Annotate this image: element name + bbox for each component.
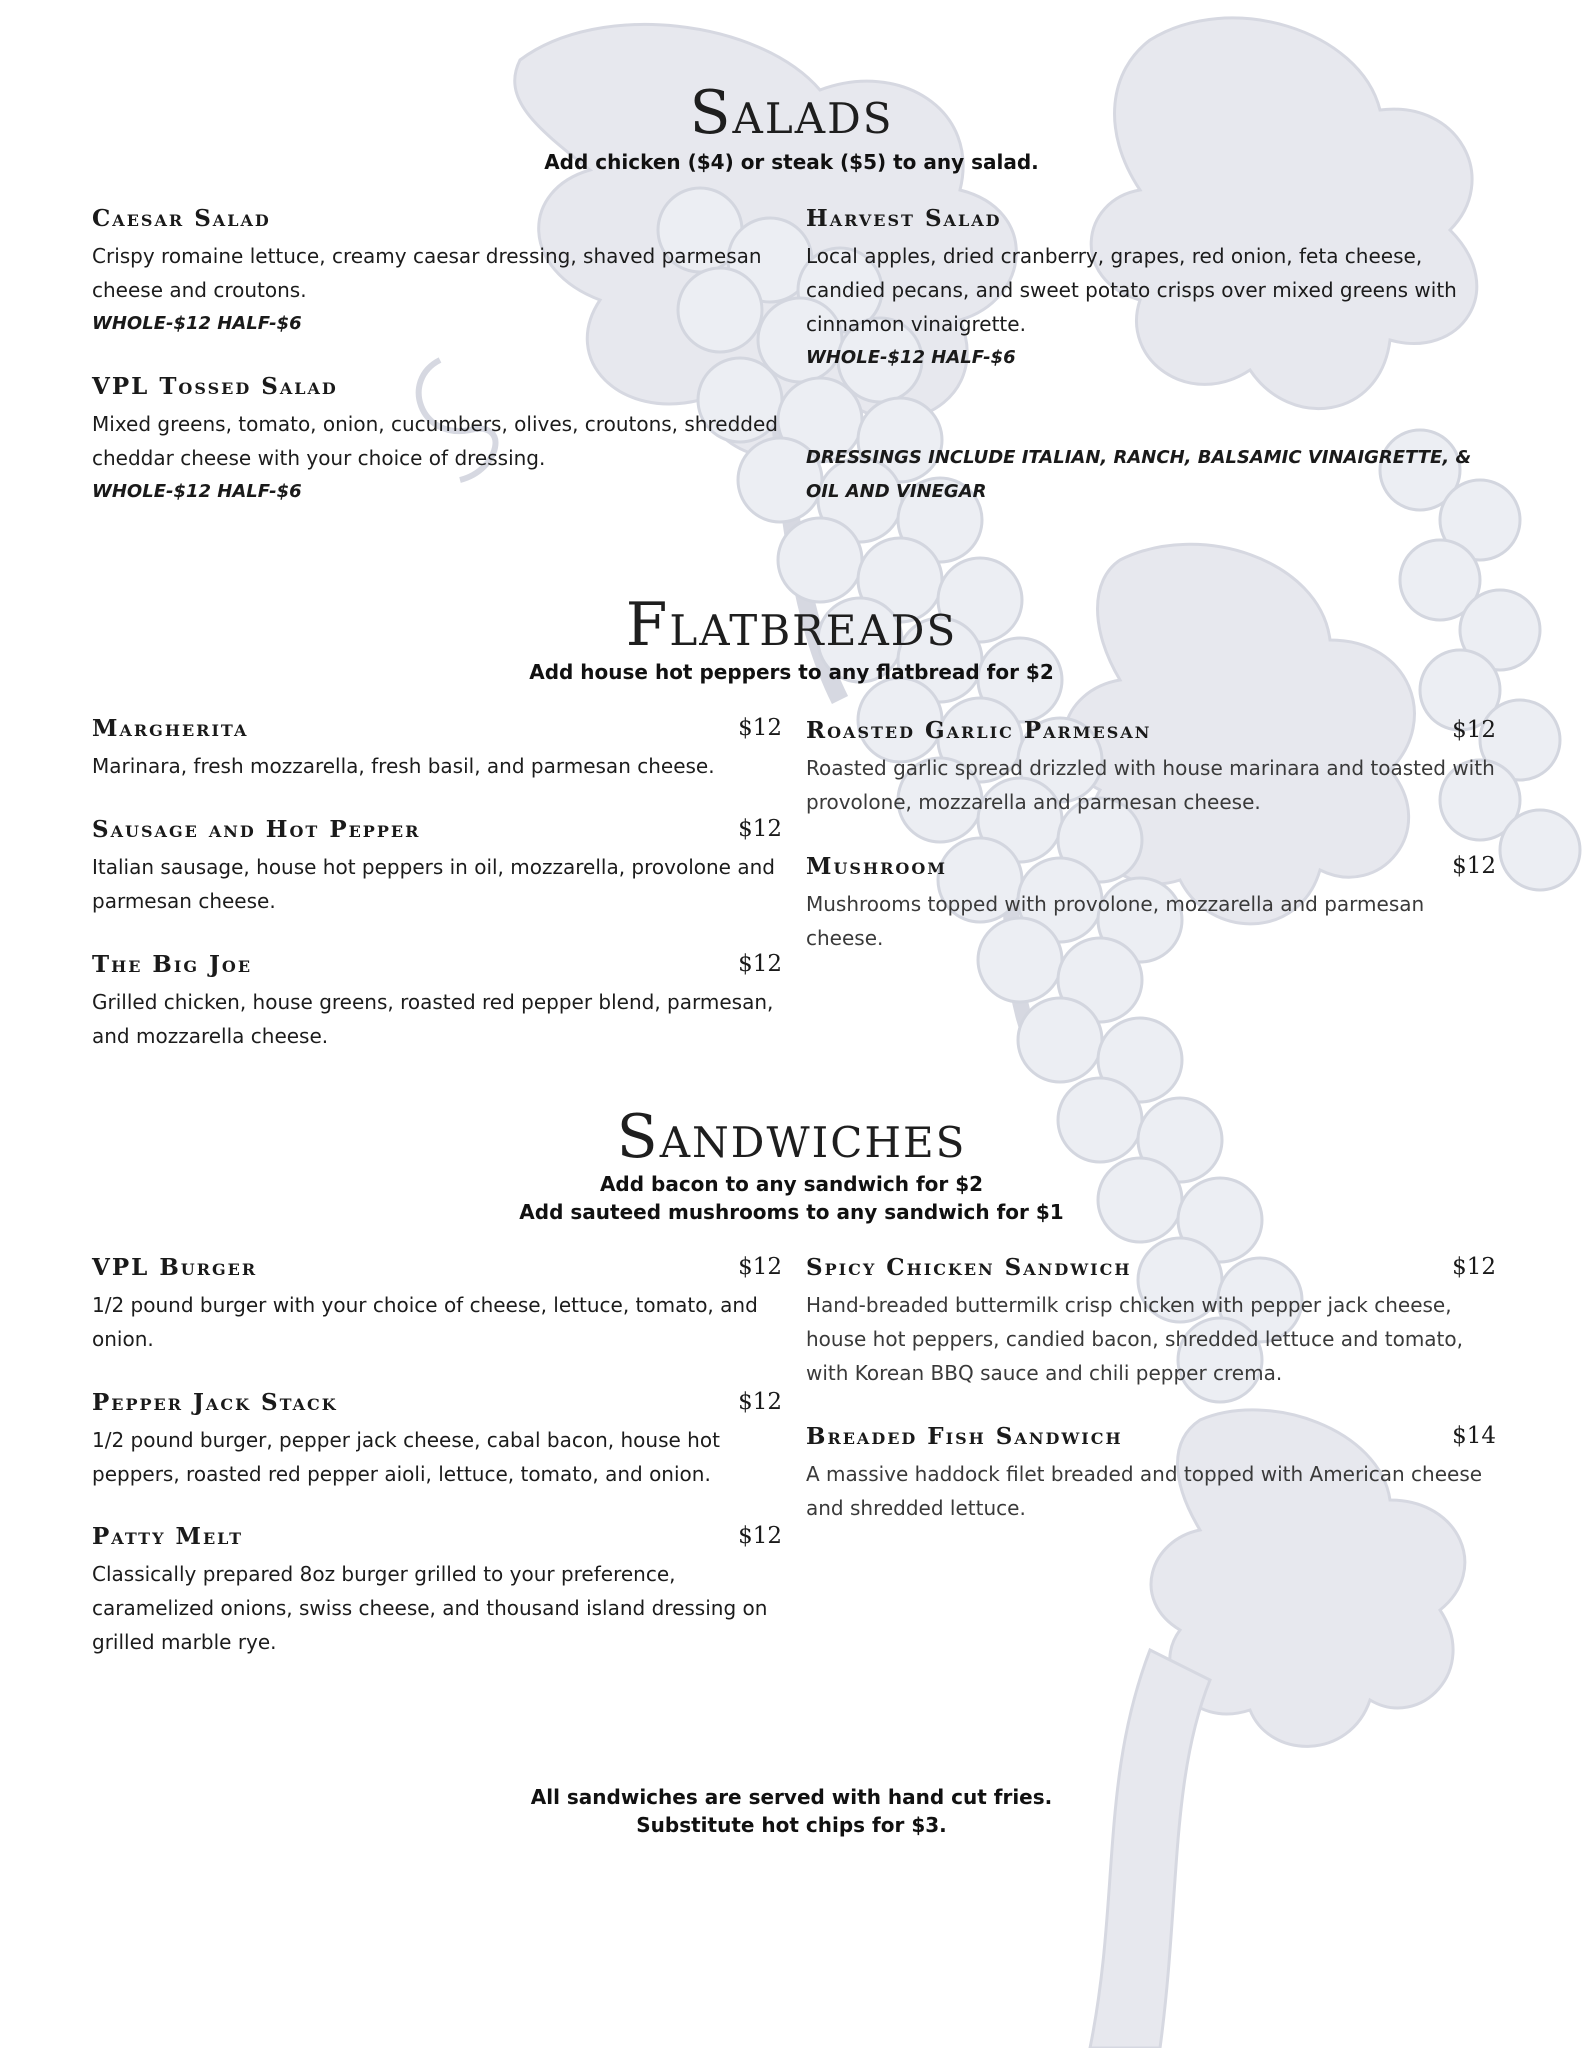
flatbreads-title: Flatbreads: [625, 590, 958, 660]
footer-line: Substitute hot chips for $3.: [636, 1813, 947, 1837]
menu-item: [92, 373, 782, 509]
item-price: $12: [1452, 717, 1496, 743]
item-sizes: WHOLE-$12 HALF-$6: [92, 313, 302, 334]
item-name: Margherita: [92, 715, 249, 742]
item-name: Roasted Garlic Parmesan: [806, 717, 1152, 744]
item-price: $14: [1452, 1423, 1496, 1449]
menu-item: [92, 951, 782, 1053]
item-price: $12: [738, 1523, 782, 1549]
item-name: Pepper Jack Stack: [92, 1389, 338, 1416]
item-description: Grilled chicken, house greens, roasted red pepper blend, parmesan, and mozzarella cheese.: [92, 990, 774, 1048]
item-description: Crispy romaine lettuce, creamy caesar dressing, shaved parmesan cheese and croutons.: [92, 244, 762, 302]
item-price: $12: [1452, 1254, 1496, 1280]
item-price: $12: [738, 1254, 782, 1280]
sandwiches-note: Add bacon to any sandwich for $2 Add sauteed mushrooms to any sandwich for $1: [519, 1172, 1064, 1224]
item-description: Marinara, fresh mozzarella, fresh basil, and parmesan cheese.: [92, 754, 715, 778]
menu-item: [806, 1254, 1496, 1390]
menu-item: [92, 1254, 782, 1356]
item-description: Hand-breaded buttermilk crisp chicken with pepper jack cheese, house hot peppers, candied bacon, shredded lettuce and tomato, with Korean BBQ sauce and chili pepper crema.: [806, 1293, 1463, 1385]
item-price: $12: [738, 951, 782, 977]
item-description: Local apples, dried cranberry, grapes, red onion, feta cheese, candied pecans, and sweet potato crisps over mixed greens with cinnamon vinaigrette.: [806, 244, 1457, 336]
menu-item: [806, 853, 1496, 955]
flatbreads-note: Add house hot peppers to any flatbread for $2: [529, 660, 1054, 684]
menu-item: [92, 205, 782, 341]
item-description: Mushrooms topped with provolone, mozzarella and parmesan cheese.: [806, 892, 1425, 950]
menu-item: [92, 1389, 782, 1491]
menu-item: [806, 1423, 1496, 1525]
item-name: Mushroom: [806, 853, 947, 880]
item-name: VPL Burger: [92, 1254, 258, 1281]
item-name: Caesar Salad: [92, 205, 271, 232]
menu-item: [806, 205, 1496, 375]
item-description: Roasted garlic spread drizzled with house marinara and toasted with provolone, mozzarella and parmesan cheese.: [806, 756, 1495, 814]
item-description: Italian sausage, house hot peppers in oil, mozzarella, provolone and parmesan cheese.: [92, 855, 775, 913]
salads-note: Add chicken ($4) or steak ($5) to any salad.: [544, 150, 1039, 174]
item-name: Patty Melt: [92, 1523, 244, 1550]
item-sizes: WHOLE-$12 HALF-$6: [92, 481, 302, 502]
sandwiches-title: Sandwiches: [616, 1102, 967, 1172]
item-price: $12: [738, 816, 782, 842]
footer-line: All sandwiches are served with hand cut fries.: [530, 1785, 1053, 1809]
item-name: Sausage and Hot Pepper: [92, 816, 421, 843]
item-name: Harvest Salad: [806, 205, 1002, 232]
salads-title: Salads: [689, 78, 894, 148]
menu-item: [92, 1523, 782, 1659]
item-sizes: WHOLE-$12 HALF-$6: [806, 347, 1016, 368]
item-price: $12: [1452, 853, 1496, 879]
item-description: 1/2 pound burger, pepper jack cheese, cabal bacon, house hot peppers, roasted red pepper aioli, lettuce, tomato, and onion.: [92, 1428, 720, 1486]
item-name: The Big Joe: [92, 951, 253, 978]
item-description: A massive haddock filet breaded and topped with American cheese and shredded lettuce.: [806, 1462, 1483, 1520]
item-name: Breaded Fish Sandwich: [806, 1423, 1123, 1450]
item-price: $12: [738, 715, 782, 741]
menu-item: [806, 717, 1496, 819]
item-description: 1/2 pound burger with your choice of cheese, lettuce, tomato, and onion.: [92, 1293, 758, 1351]
item-description: Mixed greens, tomato, onion, cucumbers, olives, croutons, shredded cheddar cheese with your choice of dressing.: [92, 412, 778, 470]
item-description: Classically prepared 8oz burger grilled to your preference, caramelized onions, swiss cheese, and thousand island dressing on grilled marble rye.: [92, 1562, 768, 1654]
item-price: $12: [738, 1389, 782, 1415]
fries-footer-note: [0, 1783, 1583, 1839]
menu-item: [92, 715, 782, 783]
menu-item: [92, 816, 782, 918]
item-name: Spicy Chicken Sandwich: [806, 1254, 1132, 1281]
dressings-note: DRESSINGS INCLUDE ITALIAN, RANCH, BALSAMIC VINAIGRETTE, & OIL AND VINEGAR: [806, 447, 1472, 502]
item-name: VPL Tossed Salad: [92, 373, 338, 400]
